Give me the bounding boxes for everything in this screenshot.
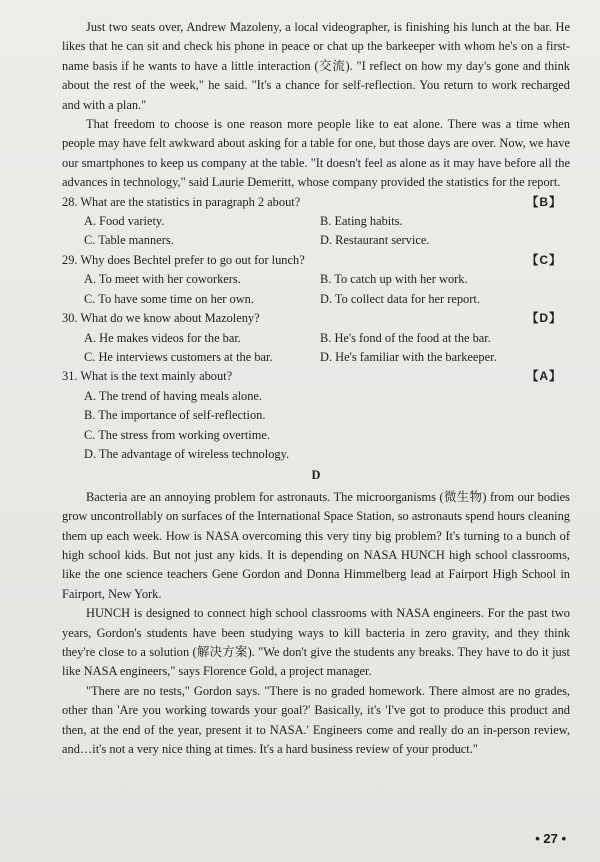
section-heading-d: D [311,468,321,483]
question-stem: 28. What are the statistics in paragraph 2 about? [62,194,301,209]
option-b: B. To catch up with her work. [320,272,468,287]
question-stem: 31. What is the text mainly about? [62,369,233,384]
passage-c-paragraph-1: Just two seats over, Andrew Mazoleny, a local videographer, is finishing his lunch at the bar. He likes that he can sit and check his phone in peace or chat up the barkeeper with whom he's on a first-name basis if he wants to have a little interaction (交流). "I reflect on how my day's gone and think about the rest of the week," he said. "It's a chance for self-reflection. You return to work recharged and with a plan." [62,20,570,112]
option-d: D. To collect data for her report. [320,291,480,306]
option-d: D. He's familiar with the barkeeper. [320,349,497,364]
option-c: C. To have some time on her own. [84,291,254,306]
option-b: B. The importance of self-reflection. [84,408,266,423]
page-number: • 27 • [535,830,566,846]
question-31 [62,367,570,464]
option-a: A. Food variety. [84,214,165,229]
question-30 [62,309,570,367]
option-c: C. He interviews customers at the bar. [84,349,273,364]
passage-d-paragraph-2: HUNCH is designed to connect high school classrooms with NASA engineers. For the past two years, Gordon's students have been studying ways to kill bacteria in zero gravity, and they think they're close to a solution (解决方案). "We don't give the students any breaks. They have to do it just like NASA engineers," says Florence Gold, a project manager. [62,606,570,679]
question-stem: 30. What do we know about Mazoleny? [62,311,260,326]
passage-c-paragraph-2: That freedom to choose is one reason more people like to eat alone. There was a time when people may have felt awkward about asking for a table for one, but those days are over. Now, we have our smartphones to keep us company at the table. "It doesn't feel as alone as it may have before all the advances in technology," said Laurie Demeritt, whose company provided the statistics for the report. [62,117,570,190]
answer-key: 【A】 [526,369,562,384]
option-d: D. The advantage of wireless technology. [84,446,290,461]
option-c: C. Table manners. [84,233,174,248]
option-a: A. The trend of having meals alone. [84,388,263,403]
option-b: B. Eating habits. [320,214,403,229]
passage-d-paragraph-1: Bacteria are an annoying problem for astronauts. The microorganisms (微生物) from our bodies grow uncontrollably on surfaces of the International Space Station, so astronauts spend hours cleaning them up each week. How is NASA overcoming this very tiny big problem? It's turning to a bunch of high school kids. But not just any kids. It is depending on NASA HUNCH high school classrooms, like the one science teachers Gene Gordon and Donna Himmelberg lead at Fairport High School in Fairport, New York. [62,489,570,601]
option-c: C. The stress from working overtime. [84,427,270,442]
passage-d-paragraph-3: "There are no tests," Gordon says. "There is no graded homework. There almost are no grades, other than 'Are you working towards your goal?' Basically, it's 'I've got to produce this product and then, at the end of the year, present it to NASA.' Engineers come and really do an in-person review, and…it's not a very nice thing at times. It's a hard business review of your product." [62,683,570,757]
option-a: A. To meet with her coworkers. [84,272,241,287]
answer-key: 【B】 [526,194,562,209]
answer-key: 【C】 [526,252,562,267]
question-28 [62,193,570,251]
option-a: A. He makes videos for the bar. [84,330,241,345]
answer-key: 【D】 [526,311,562,326]
option-b: B. He's fond of the food at the bar. [320,330,491,345]
question-29 [62,251,570,309]
option-d: D. Restaurant service. [320,233,430,248]
question-stem: 29. Why does Bechtel prefer to go out for lunch? [62,252,305,267]
